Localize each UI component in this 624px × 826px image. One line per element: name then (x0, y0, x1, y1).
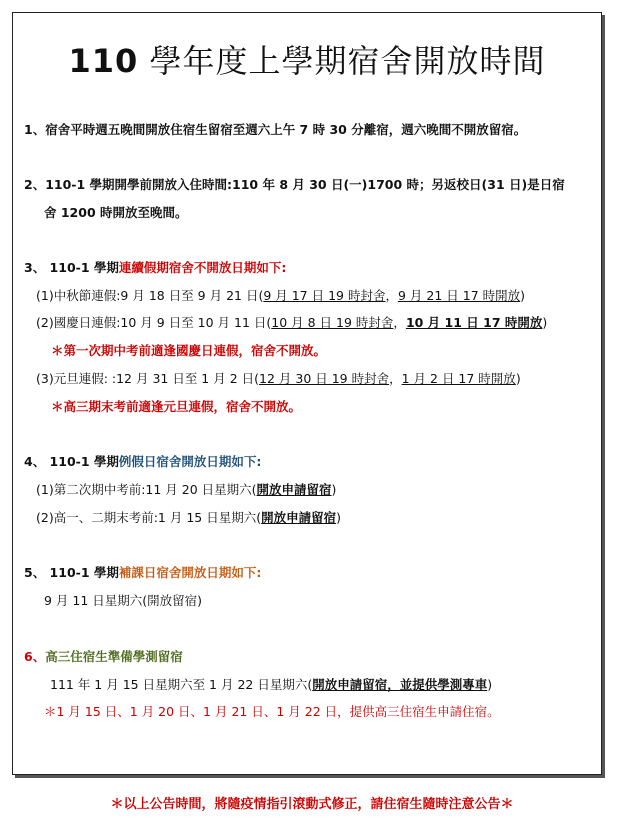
row-text: (2)高一、二期末考前:1 月 15 日星期六( (36, 510, 262, 525)
row-text: (1)第二次期中考前:11 月 20 日星期六( (36, 482, 257, 497)
apply-action: 開放申請留宿 (256, 482, 332, 497)
footer-notice: ＊以上公告時間，將隨疫情指引滾動式修正，請住宿生隨時注意公告＊ (110, 797, 514, 812)
row-end: ) (336, 510, 341, 525)
item-4-title: 例假日宿舍開放日期如下: (118, 454, 262, 469)
row-text: 111 年 1 月 15 日星期六至 1 月 22 日星期六( (50, 677, 313, 692)
apply-action: 開放申請留宿，並提供學測專車 (312, 677, 488, 692)
close-time: 12 月 30 日 19 時封舍 (259, 371, 390, 386)
item-5-heading (24, 565, 261, 581)
item-4-prefix: 4、 110-1 學期 (24, 454, 119, 469)
open-time: 1 月 2 日 17 時開放 (401, 371, 516, 386)
row-sep: ， (389, 371, 402, 386)
row-text: (3)元旦連假: :12 月 31 日至 1 月 2 日( (36, 371, 260, 386)
item-3-row-1 (36, 288, 525, 304)
row-end: ) (520, 288, 526, 303)
item-3-row-2 (36, 315, 547, 331)
close-time: 9 月 17 日 19 時封舍 (263, 288, 386, 303)
item-3-note-2: ＊高三期末考前適逢元旦連假，宿舍不開放。 (51, 399, 302, 414)
row-end: ) (542, 315, 548, 330)
item-5-row-1: 9 月 11 日星期六(開放留宿) (44, 593, 203, 608)
item-6-note: ＊1 月 15 日、1 月 20 日、1 月 21 日、1 月 22 日，提供高三住宿生申請住宿。 (44, 704, 500, 719)
item-4-row-1 (36, 482, 336, 498)
item-3-note-1: ＊第一次期中考前適逢國慶日連假，宿舍不開放。 (51, 343, 327, 358)
open-time: 9 月 21 日 17 時開放 (397, 288, 521, 303)
item-6-title: 高三住宿生準備學測留宿 (45, 649, 183, 664)
item-4-row-2 (36, 510, 341, 526)
page-title (13, 36, 601, 82)
item-3-title: 連續假期宿舍不開放日期如下: (118, 260, 287, 275)
open-time: 10 月 11 日 17 時開放 (405, 315, 543, 330)
item-3-row-3 (36, 371, 521, 387)
item-6-prefix: 6、 (24, 649, 46, 664)
title-text: 學年度上學期宿舍開放時間 (138, 42, 546, 80)
apply-action: 開放申請留宿 (261, 510, 337, 525)
item-1: 1、宿舍平時週五晚間開放住宿生留宿至週六上午 7 時 30 分離宿，週六晚間不開放留宿。 (24, 122, 527, 137)
row-text: (1)中秋節連假:9 月 18 日至 9 月 21 日( (36, 288, 264, 303)
row-text: (2)國慶日連假:10 月 9 日至 10 月 11 日( (36, 315, 272, 330)
row-end: ) (487, 677, 493, 692)
row-sep: ， (385, 288, 398, 303)
item-5-prefix: 5、 110-1 學期 (24, 565, 119, 580)
item-2-line-2: 舍 1200 時開放至晚間。 (44, 205, 188, 220)
row-end: ) (515, 371, 521, 386)
item-6-row-1 (50, 677, 492, 693)
row-sep: ， (393, 315, 406, 330)
item-4-heading (24, 454, 261, 470)
item-2-line-1: 2、110-1 學期開學前開放入住時間:110 年 8 月 30 日(一)1700 時；另返校日(31 日)是日宿 (24, 177, 565, 192)
close-time: 10 月 8 日 19 時封舍 (271, 315, 394, 330)
item-3-prefix: 3、 110-1 學期 (24, 260, 119, 275)
item-3-heading (24, 260, 286, 276)
notice-frame (12, 12, 602, 775)
item-6-heading (24, 649, 183, 665)
title-year: 110 (68, 42, 139, 80)
row-end: ) (331, 482, 337, 497)
item-5-title: 補課日宿舍開放日期如下: (118, 565, 262, 580)
